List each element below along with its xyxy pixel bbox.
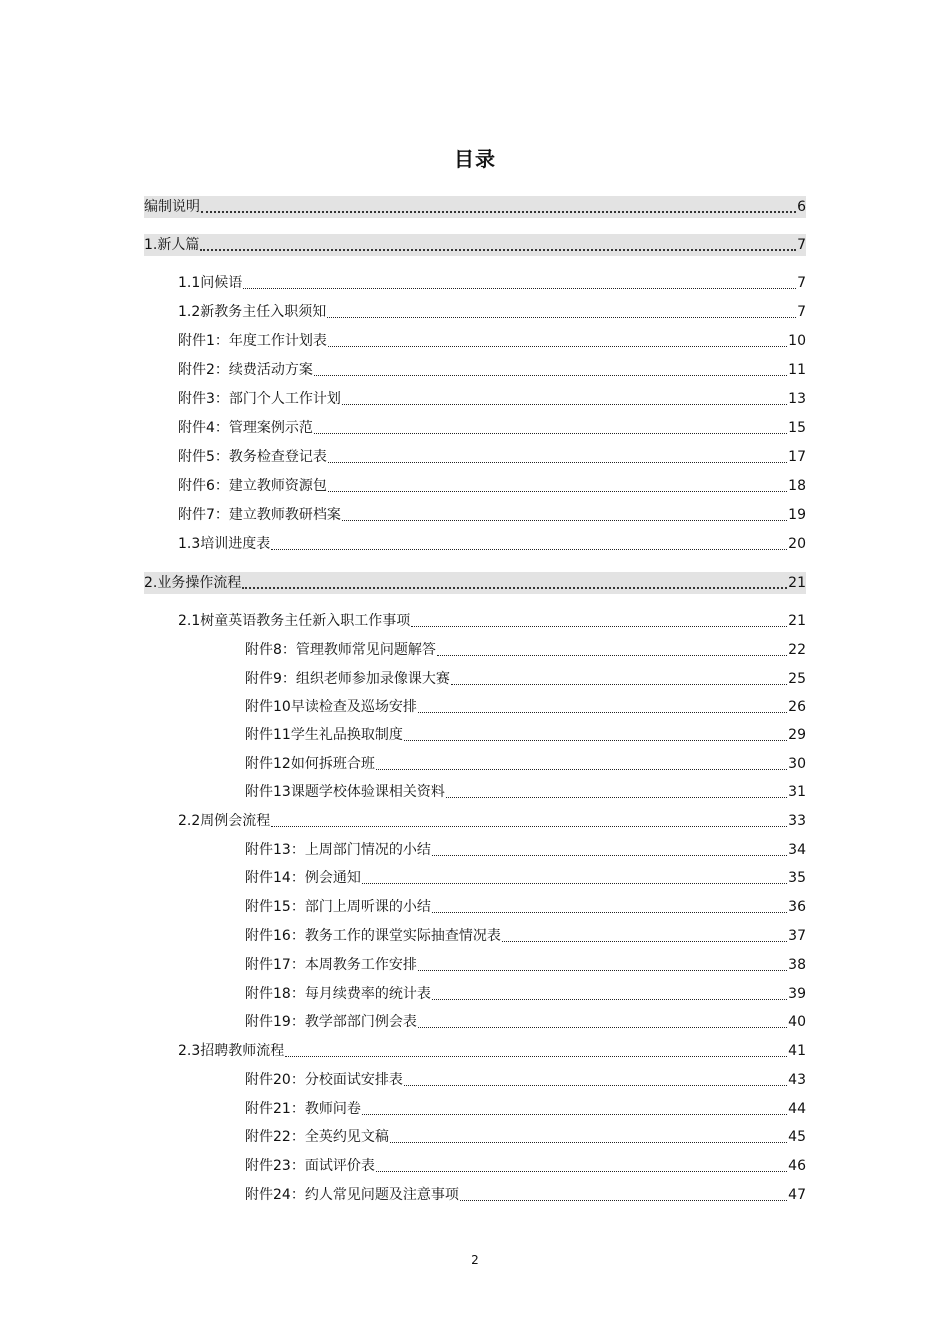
toc-entry-page: 25 <box>788 671 806 687</box>
toc-entry-title: 附件16：教务工作的课堂实际抽查情况表 <box>245 928 501 944</box>
toc-entry-title: 附件12如何拆班合班 <box>245 756 375 772</box>
toc-entry-title: 1.3培训进度表 <box>178 536 271 552</box>
toc-entry[interactable] <box>245 984 806 1004</box>
toc-entry[interactable] <box>245 640 806 660</box>
dot-leader <box>446 793 787 798</box>
toc-entry-title: 2.3招聘教师流程 <box>178 1043 285 1059</box>
toc-entry-title: 附件20：分校面试安排表 <box>245 1072 403 1088</box>
dot-leader <box>271 822 787 827</box>
toc-entry-page: 39 <box>788 986 806 1002</box>
toc-entry[interactable] <box>178 534 806 554</box>
toc-entry-page: 36 <box>788 899 806 915</box>
toc-entry[interactable] <box>245 697 806 717</box>
toc-entry-page: 15 <box>788 420 806 436</box>
toc-entry-title: 附件18：每月续费率的统计表 <box>245 986 431 1002</box>
toc-entry-page: 40 <box>788 1014 806 1030</box>
toc-entry[interactable] <box>245 1070 806 1090</box>
toc-entry[interactable] <box>245 1099 806 1119</box>
dot-leader <box>362 1110 787 1115</box>
toc-entry-title: 1.1问候语 <box>178 275 243 291</box>
toc-entry-page: 46 <box>788 1158 806 1174</box>
dot-leader <box>404 1081 787 1086</box>
dot-leader <box>418 1023 787 1028</box>
toc-entry-title: 附件13：上周部门情况的小结 <box>245 842 431 858</box>
dot-leader <box>411 622 787 627</box>
toc-entry-title: 附件23：面试评价表 <box>245 1158 375 1174</box>
dot-leader <box>451 680 787 685</box>
toc-entry[interactable] <box>178 331 806 351</box>
toc-entry-page: 6 <box>797 199 806 215</box>
toc-entry-page: 19 <box>788 507 806 523</box>
toc-entry-page: 47 <box>788 1187 806 1203</box>
toc-entry-title: 附件7：建立教师教研档案 <box>178 507 341 523</box>
toc-entry[interactable] <box>178 418 806 438</box>
dot-leader <box>271 545 787 550</box>
toc-entry-page: 30 <box>788 756 806 772</box>
dot-leader <box>502 937 787 942</box>
toc-entry-page: 41 <box>788 1043 806 1059</box>
toc-entry[interactable] <box>178 505 806 525</box>
toc-entry-title: 附件4：管理案例示范 <box>178 420 313 436</box>
dot-leader <box>242 583 787 589</box>
toc-entry-title: 附件10早读检查及巡场安排 <box>245 699 417 715</box>
dot-leader <box>314 429 787 434</box>
toc-entry-title: 附件9：组织老师参加录像课大赛 <box>245 671 450 687</box>
toc-entry-title: 编制说明 <box>144 199 200 215</box>
toc-entry[interactable] <box>178 389 806 409</box>
dot-leader <box>201 207 796 213</box>
toc-entry-title: 附件24：约人常见问题及注意事项 <box>245 1187 459 1203</box>
toc-entry-page: 38 <box>788 957 806 973</box>
toc-entry-page: 26 <box>788 699 806 715</box>
dot-leader <box>390 1138 787 1143</box>
toc-entry[interactable] <box>178 1041 806 1061</box>
toc-entry-title: 附件17：本周教务工作安排 <box>245 957 417 973</box>
toc-entry-title: 附件8：管理教师常见问题解答 <box>245 642 436 658</box>
toc-entry-page: 17 <box>788 449 806 465</box>
dot-leader <box>437 651 787 656</box>
toc-entry[interactable] <box>144 196 806 218</box>
toc-entry-page: 43 <box>788 1072 806 1088</box>
dot-leader <box>327 313 796 318</box>
dot-leader <box>285 1052 787 1057</box>
toc-entry-title: 附件21：教师问卷 <box>245 1101 361 1117</box>
dot-leader <box>243 284 796 289</box>
toc-entry[interactable] <box>245 868 806 888</box>
dot-leader <box>432 851 787 856</box>
toc-entry[interactable] <box>178 611 806 631</box>
toc-entry-title: 附件5：教务检查登记表 <box>178 449 327 465</box>
toc-entry[interactable] <box>245 782 806 802</box>
toc-entry-title: 附件19：教学部部门例会表 <box>245 1014 417 1030</box>
toc-entry[interactable] <box>178 447 806 467</box>
toc-entry[interactable] <box>245 1185 806 1205</box>
toc-entry-page: 31 <box>788 784 806 800</box>
toc-entry[interactable] <box>178 302 806 322</box>
toc-entry-title: 2.业务操作流程 <box>144 575 242 591</box>
toc-entry-page: 29 <box>788 727 806 743</box>
toc-entry-page: 18 <box>788 478 806 494</box>
dot-leader <box>342 400 787 405</box>
toc-entry-page: 21 <box>788 575 806 591</box>
toc-entry-title: 附件6：建立教师资源包 <box>178 478 327 494</box>
dot-leader <box>418 708 787 713</box>
toc-entry[interactable] <box>245 955 806 975</box>
toc-entry-title: 附件2：续费活动方案 <box>178 362 313 378</box>
dot-leader <box>328 458 787 463</box>
dot-leader <box>460 1196 787 1201</box>
toc-entry-page: 10 <box>788 333 806 349</box>
toc-entry-title: 附件1：年度工作计划表 <box>178 333 327 349</box>
dot-leader <box>362 879 787 884</box>
dot-leader <box>376 1167 787 1172</box>
dot-leader <box>418 966 787 971</box>
toc-entry[interactable] <box>144 234 806 256</box>
toc-entry-page: 7 <box>797 237 806 253</box>
toc-entry-title: 附件11学生礼品换取制度 <box>245 727 403 743</box>
toc-entry-page: 21 <box>788 613 806 629</box>
toc-entry-title: 附件3：部门个人工作计划 <box>178 391 341 407</box>
toc-entry[interactable] <box>245 725 806 745</box>
toc-entry-title: 1.2新教务主任入职须知 <box>178 304 327 320</box>
toc-entry-page: 34 <box>788 842 806 858</box>
dot-leader <box>342 516 787 521</box>
toc-entry[interactable] <box>245 897 806 917</box>
toc-entry-page: 11 <box>788 362 806 378</box>
toc-entry-page: 20 <box>788 536 806 552</box>
toc-entry-page: 7 <box>797 275 806 291</box>
page-number: 2 <box>471 1253 479 1267</box>
dot-leader <box>328 342 787 347</box>
toc-entry-title: 附件14：例会通知 <box>245 870 361 886</box>
toc-entry[interactable] <box>245 840 806 860</box>
toc-entry[interactable] <box>245 926 806 946</box>
toc-entry-page: 13 <box>788 391 806 407</box>
toc-entry-title: 1.新人篇 <box>144 237 200 253</box>
toc-entry[interactable] <box>178 360 806 380</box>
toc-entry-page: 7 <box>797 304 806 320</box>
dot-leader <box>328 487 787 492</box>
toc-entry[interactable] <box>144 572 806 594</box>
toc-entry-title: 附件13课题学校体验课相关资料 <box>245 784 445 800</box>
dot-leader <box>200 245 796 251</box>
dot-leader <box>432 908 787 913</box>
toc-entry[interactable] <box>178 476 806 496</box>
toc-entry-page: 22 <box>788 642 806 658</box>
toc-entry-page: 44 <box>788 1101 806 1117</box>
toc-entry-page: 37 <box>788 928 806 944</box>
toc-entry[interactable] <box>245 1127 806 1147</box>
toc-entry-title: 2.1树童英语教务主任新入职工作事项 <box>178 613 411 629</box>
toc-entry[interactable] <box>245 754 806 774</box>
dot-leader <box>432 995 787 1000</box>
dot-leader <box>376 765 787 770</box>
toc-entry[interactable] <box>178 273 806 293</box>
toc-entry-page: 35 <box>788 870 806 886</box>
toc-entry[interactable] <box>245 1156 806 1176</box>
toc-entry[interactable] <box>245 669 806 689</box>
dot-leader <box>404 736 787 741</box>
toc-entry[interactable] <box>178 811 806 831</box>
page-title: 目录 <box>454 147 496 171</box>
toc-entry-title: 附件15：部门上周听课的小结 <box>245 899 431 915</box>
toc-entry[interactable] <box>245 1012 806 1032</box>
toc-entry-page: 33 <box>788 813 806 829</box>
toc-entry-title: 附件22：全英约见文稿 <box>245 1129 389 1145</box>
dot-leader <box>314 371 787 376</box>
toc-entry-title: 2.2周例会流程 <box>178 813 271 829</box>
toc-entry-page: 45 <box>788 1129 806 1145</box>
